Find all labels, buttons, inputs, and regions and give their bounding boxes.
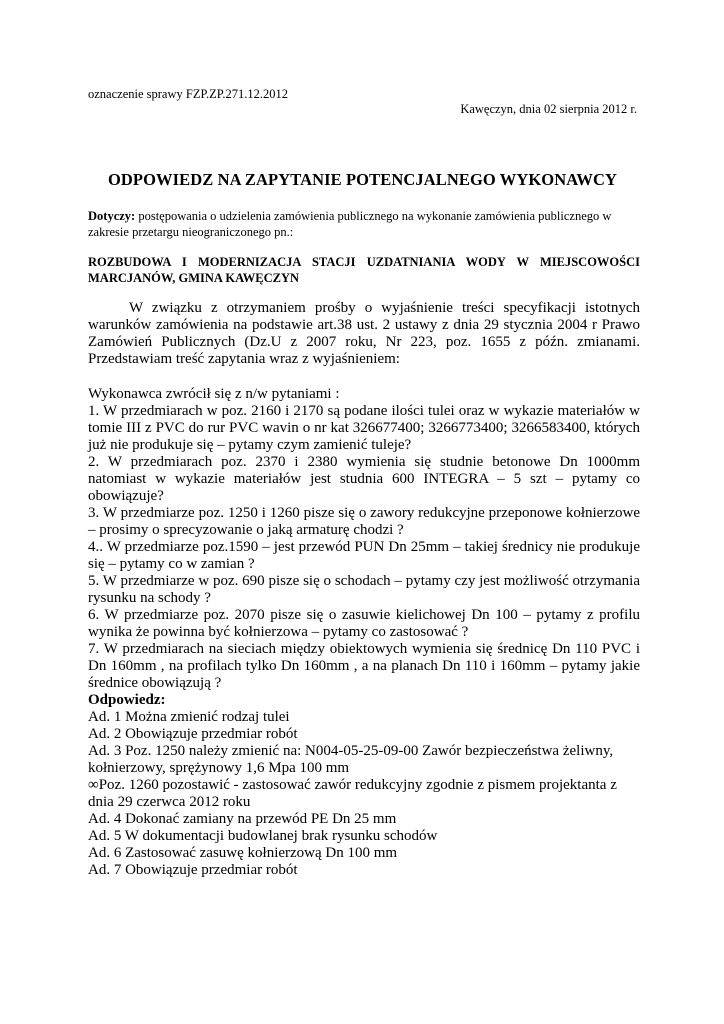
answers-heading: Odpowiedz: bbox=[88, 692, 166, 708]
answer-3-text: Ad. 3 Poz. 1250 należy zmienić na: N004-05-25-09-00 Zawór bezpieczeństwa żeliwny, kołnierzowy, sprężynowy 1,6 Mpa 100 mm bbox=[88, 743, 614, 776]
intro-paragraph: W związku z otrzymaniem prośby o wyjaśnienie treści specyfikacji istotnych warunków zamówienia na podstawie art.38 ust. 2 ustawy z dnia 29 stycznia 2004 r Prawo Zamówień Publicznych (Dz.U z 2007 roku, Nr 223, poz. 1655 z późn. zmianami. Przedstawiam treść zapytania wraz z wyjaśnieniem: bbox=[88, 300, 640, 367]
answer-item: Ad. 2 Obowiązuje przedmiar robót bbox=[88, 726, 298, 742]
subject-text: postępowania o udzielenia zamówienia publicznego na wykonanie zamówienia publicznego w zakresie przetargu nieograniczonego pn.: bbox=[88, 209, 612, 239]
answer-item bbox=[88, 777, 640, 811]
question-item: 4.. W przedmiarze poz.1590 – jest przewód PUN Dn 25mm – takiej średnicy nie produkuje się – pytamy co w zamian ? bbox=[88, 539, 640, 572]
subject-paragraph bbox=[88, 208, 640, 240]
answer-item bbox=[88, 743, 640, 777]
answer-item: Ad. 1 Można zmienić rodzaj tulei bbox=[88, 709, 290, 725]
poz-prefix-symbol: ∞ bbox=[88, 777, 99, 793]
question-item: 5. W przedmiarze w poz. 690 pisze się o schodach – pytamy czy jest możliwość otrzymania rysunku na schody ? bbox=[88, 573, 640, 606]
answer-item: Ad. 4 Dokonać zamiany na przewód PE Dn 25 mm bbox=[88, 811, 397, 827]
answer-item: Ad. 7 Obowiązuje przedmiar robót bbox=[88, 862, 298, 878]
document-title: ODPOWIEDZ NA ZAPYTANIE POTENCJALNEGO WYKONAWCY bbox=[107, 170, 618, 189]
case-reference: oznaczenie sprawy FZP.ZP.271.12.2012 bbox=[88, 87, 288, 101]
answer-item: Ad. 5 W dokumentacji budowlanej brak rysunku schodów bbox=[88, 828, 438, 844]
place-date: Kawęczyn, dnia 02 sierpnia 2012 r. bbox=[460, 102, 637, 116]
subject-label: Dotyczy: bbox=[88, 209, 136, 223]
question-item: 6. W przedmiarze poz. 2070 pisze się o zasuwie kielichowej Dn 100 – pytamy z profilu wynika że powinna być kołnierzowa – pytamy co zastosować ? bbox=[88, 607, 640, 640]
question-item: 7. W przedmiarach na sieciach między obiektowych wymienia się średnicę Dn 110 PVC i Dn 160mm , na profilach tylko Dn 160mm , a na planach Dn 110 i 160mm – pytamy jakie średnice obowiązują ? bbox=[88, 641, 640, 691]
question-item: 1. W przedmiarach w poz. 2160 i 2170 są podane ilości tulei oraz w wykazie materiałów w tomie III z PVC do rur PVC wavin o nr kat 326677400; 3266773400; 3266583400, których już nie produkuje się – pytamy czym zamienić tuleje? bbox=[88, 403, 640, 453]
question-item: 3. W przedmiarze poz. 1250 i 1260 pisze się o zawory redukcyjne przeponowe kołnierzowe – prosimy o sprecyzowanie o jaką armaturę chodzi ? bbox=[88, 505, 640, 538]
answer-item: Ad. 6 Zastosować zasuwę kołnierzową Dn 100 mm bbox=[88, 845, 398, 861]
questions-and-answers bbox=[88, 386, 640, 879]
question-item: 2. W przedmiarach poz. 2370 i 2380 wymienia się studnie betonowe Dn 1000mm natomiast w wykazie materiałów jest studnia 600 INTEGRA – 5 szt – pytamy co obowiązuje? bbox=[88, 454, 640, 504]
questions-intro: Wykonawca zwrócił się z n/w pytaniami : bbox=[88, 386, 340, 402]
project-name: ROZBUDOWA I MODERNIZACJA STACJI UZDATNIANIA WODY W MIEJSCOWOŚCI MARCJANÓW, GMINA KAWĘCZYN bbox=[88, 255, 640, 285]
answer-3b-text: Poz. 1260 pozostawić - zastosować zawór redukcyjny zgodnie z pismem projektanta z dnia 29 czerwca 2012 roku bbox=[88, 777, 617, 810]
